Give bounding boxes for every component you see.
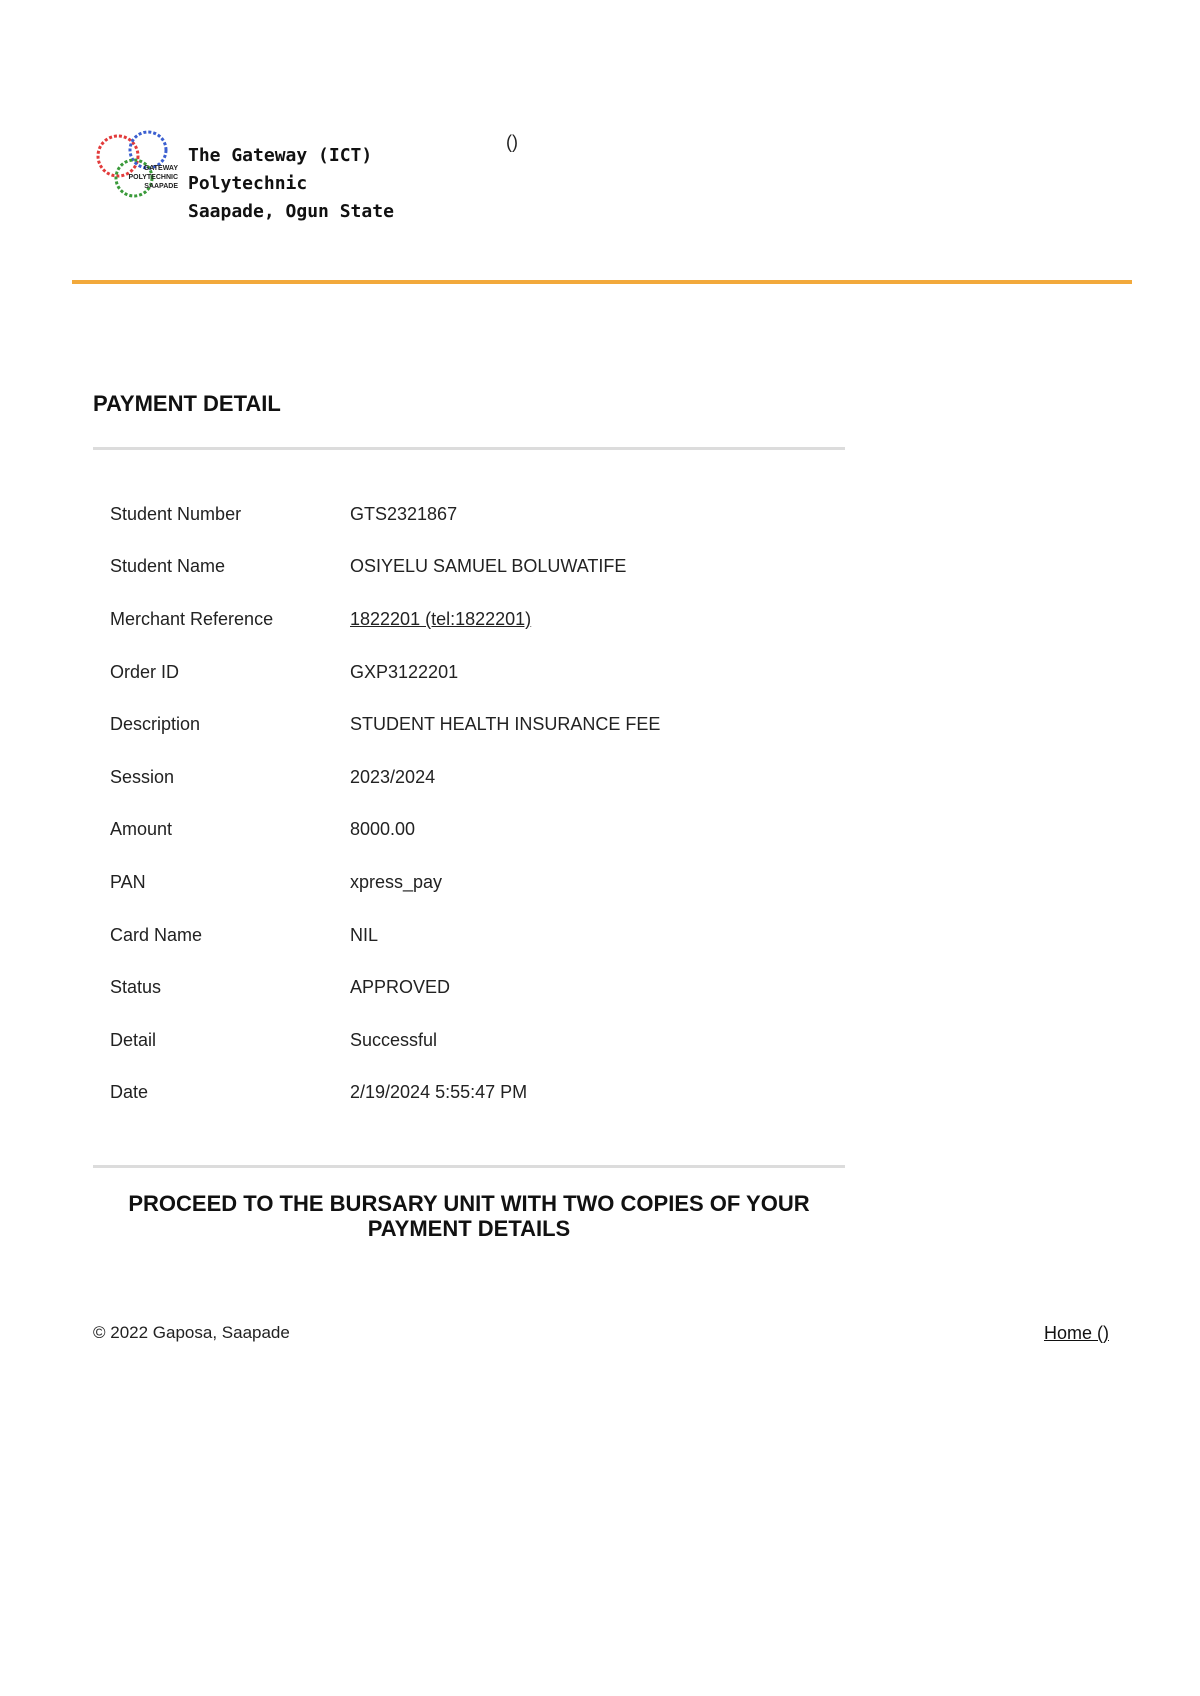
detail-label: PAN	[110, 871, 146, 892]
detail-row	[110, 488, 845, 541]
detail-row	[110, 909, 845, 962]
detail-value: APPROVED	[350, 977, 451, 998]
detail-row	[110, 593, 845, 646]
detail-row	[110, 856, 845, 909]
payment-details-table	[110, 488, 845, 1119]
detail-label: Amount	[110, 819, 173, 840]
detail-label: Description	[110, 714, 201, 735]
detail-label: Student Name	[110, 556, 226, 577]
detail-label: Detail	[110, 1029, 157, 1050]
gaposa-logo	[92, 128, 182, 204]
institution-line: Polytechnic	[188, 173, 308, 194]
detail-label: Status	[110, 977, 162, 998]
detail-value: NIL	[350, 924, 379, 945]
home-link[interactable]: Home ()	[1043, 1323, 1109, 1343]
detail-value: GXP3122201	[350, 661, 459, 682]
detail-value	[350, 609, 845, 630]
detail-value: xpress_pay	[350, 871, 443, 892]
detail-value: STUDENT HEALTH INSURANCE FEE	[350, 714, 661, 735]
institution-line: The Gateway (ICT)	[188, 145, 373, 166]
logo-text-1: GATEWAY	[143, 165, 178, 172]
detail-row	[110, 1067, 845, 1120]
bursary-notice: PROCEED TO THE BURSARY UNIT WITH TWO COPIES OF YOUR PAYMENT DETAILS	[128, 1191, 810, 1241]
copyright-text: © 2022 Gaposa, Saapade	[93, 1323, 290, 1342]
merchant-reference-link[interactable]: 1822201 (tel:1822201)	[350, 608, 532, 629]
detail-label: Card Name	[110, 924, 203, 945]
detail-row	[110, 751, 845, 804]
site-header	[92, 128, 394, 226]
detail-row	[110, 804, 845, 857]
institution-name	[188, 128, 394, 226]
title-divider	[93, 447, 845, 450]
detail-value: 8000.00	[350, 819, 416, 840]
page-title: PAYMENT DETAIL	[93, 391, 281, 416]
detail-value: 2023/2024	[350, 766, 436, 787]
detail-label: Merchant Reference	[110, 608, 274, 629]
detail-value: 2/19/2024 5:55:47 PM	[350, 1082, 528, 1103]
logo-text-2: POLYTECHNIC	[128, 174, 178, 181]
detail-value: OSIYELU SAMUEL BOLUWATIFE	[350, 556, 627, 577]
header-divider	[72, 280, 1132, 284]
detail-value: GTS2321867	[350, 503, 458, 524]
institution-line: Saapade, Ogun State	[188, 201, 394, 222]
detail-value: Successful	[350, 1029, 438, 1050]
detail-label: Student Number	[110, 503, 242, 524]
detail-row	[110, 961, 845, 1014]
detail-row	[110, 1014, 845, 1067]
detail-label: Session	[110, 766, 175, 787]
detail-label: Order ID	[110, 661, 180, 682]
detail-row	[110, 541, 845, 594]
logo-text-3: SAAPADE	[144, 183, 178, 190]
broken-image-link[interactable]: ()	[506, 132, 518, 152]
detail-row	[110, 646, 845, 699]
detail-label: Date	[110, 1082, 149, 1103]
details-divider	[93, 1165, 845, 1168]
detail-row	[110, 698, 845, 751]
